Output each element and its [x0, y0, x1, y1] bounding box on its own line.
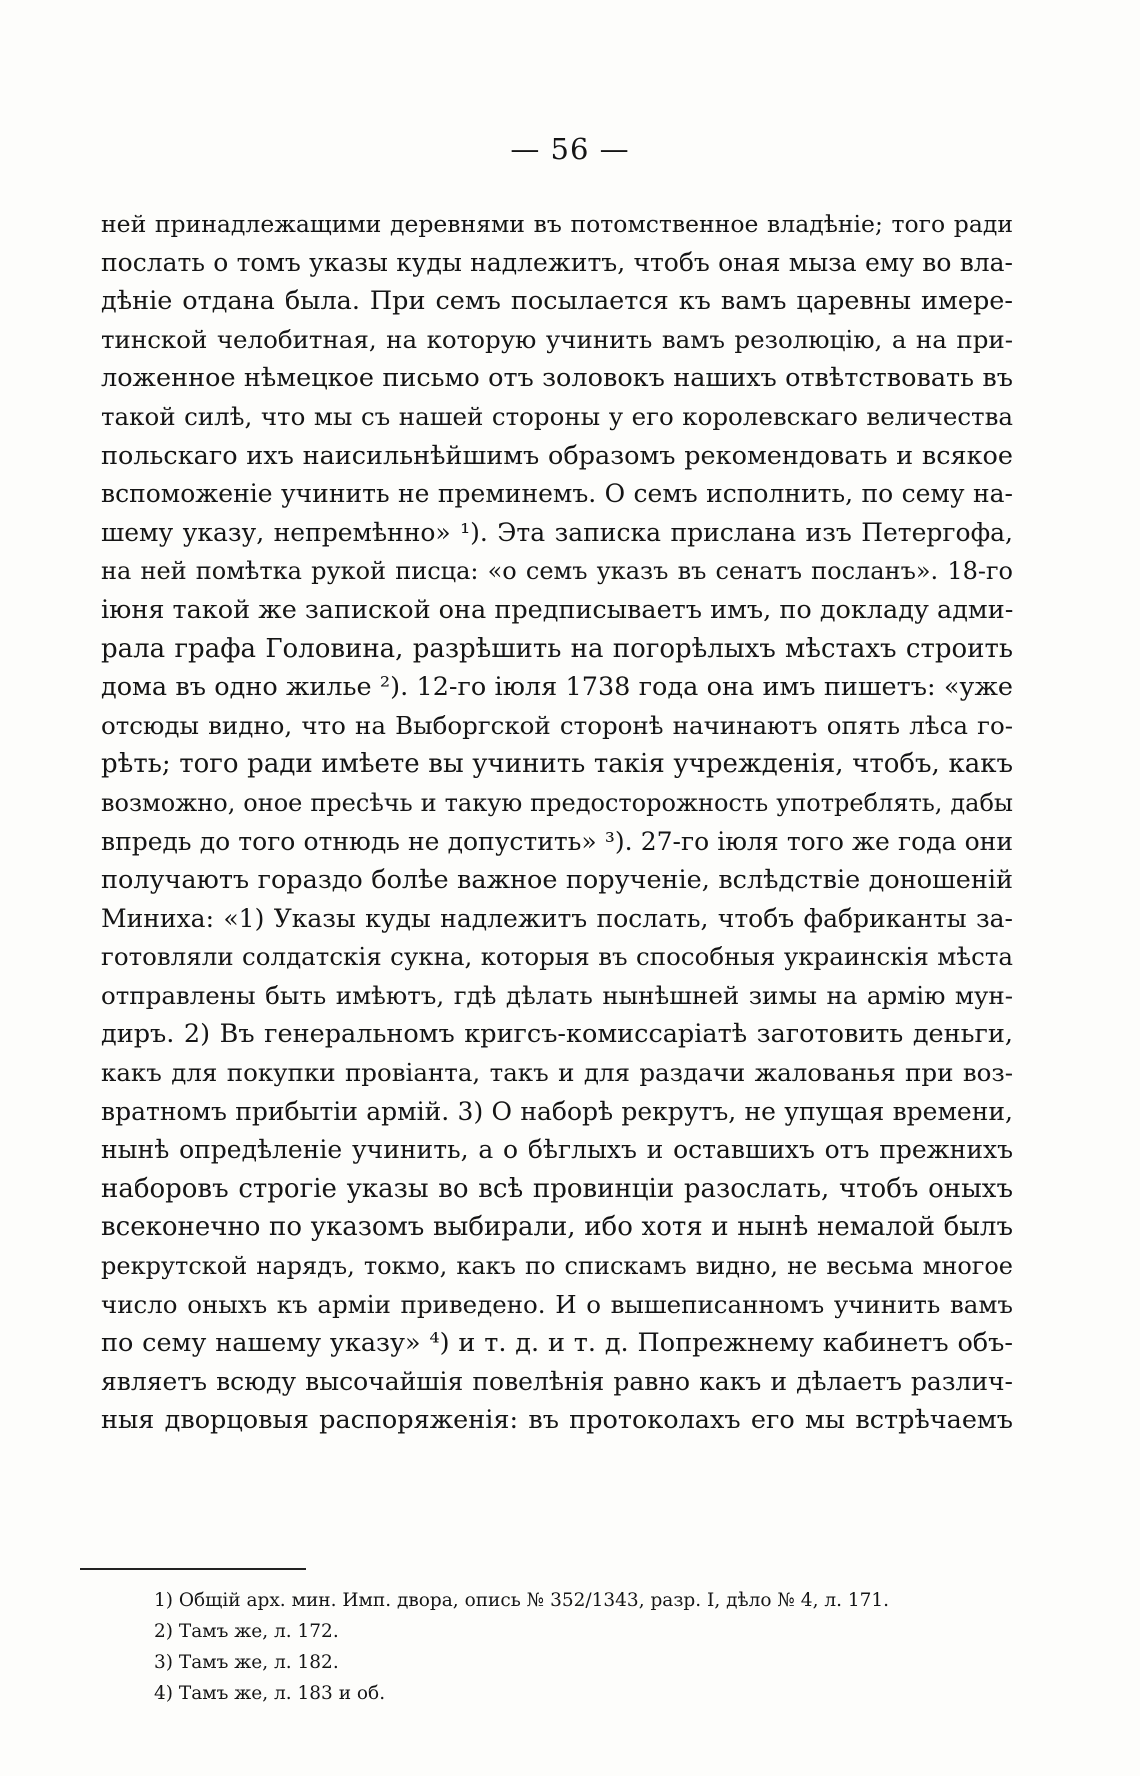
footnotes-block: [154, 1585, 1014, 1709]
text-line: дѣніе отдана была. При семъ посылается къ вамъ царевны имере-: [101, 286, 1013, 317]
text-line: являетъ всюду высочайшія повелѣнія равно какъ и дѣлаетъ различ-: [101, 1366, 1013, 1396]
text-line: отправлены быть имѣютъ, гдѣ дѣлать нынѣшней зимы на армію мун-: [101, 980, 1013, 1010]
text-line: Миниха: «1) Указы куды надлежитъ послать, чтобъ фабриканты за-: [101, 903, 1013, 933]
footnote: 4) Тамъ же, л. 183 и об.: [154, 1683, 386, 1704]
text-line: ныя дворцовыя распоряженія: въ протоколахъ его мы встрѣчаемъ: [101, 1405, 1013, 1436]
text-line: всеконечно по указомъ выбирали, ибо хотя и нынѣ немалой былъ: [101, 1212, 1013, 1243]
text-line: число оныхъ къ арміи приведено. И о вышеписанномъ учинить вамъ: [101, 1289, 1013, 1319]
text-line: рала графа Головина, разрѣшить на погорѣлыхъ мѣстахъ строить: [101, 633, 1013, 664]
text-line: диръ. 2) Въ генеральномъ кригсъ-комиссаріатѣ заготовить деньги,: [101, 1019, 1013, 1050]
text-line: по сему нашему указу» ⁴) и т. д. и т. д. Попрежнему кабинетъ объ-: [101, 1328, 1013, 1359]
text-line: послать о томъ указы куды надлежитъ, чтобъ оная мыза ему во вла-: [101, 247, 1013, 277]
text-line: какъ для покупки провіанта, такъ и для раздачи жалованья при воз-: [101, 1058, 1013, 1088]
text-line: вратномъ прибытіи армій. 3) О наборѣ рекрутъ, не упущая времени,: [101, 1096, 1013, 1126]
text-line: дома въ одно жилье ²). 12-го іюля 1738 года она имъ пишетъ: «уже: [101, 672, 1013, 703]
footnote: 3) Тамъ же, л. 182.: [154, 1652, 339, 1673]
text-line: на ней помѣтка рукой писца: «о семъ указъ въ сенатъ посланъ». 18-го: [101, 557, 1013, 586]
footnote-divider: [80, 1568, 306, 1570]
footnote: 1) Общій арх. мин. Имп. двора, опись № 352/1343, разр. I, дѣло № 4, л. 171.: [154, 1590, 890, 1611]
text-line: вспоможеніе учинить не преминемъ. О семъ исполнить, по сему на-: [101, 479, 1013, 509]
text-line: готовляли солдатскія сукна, которыя въ способныя украинскія мѣста: [101, 942, 1013, 972]
text-line: тинской челобитная, на которую учинить вамъ резолюцію, а на при-: [101, 324, 1013, 354]
text-line: такой силѣ, что мы съ нашей стороны у его королевскаго величества: [101, 401, 1013, 431]
text-line: рекрутской нарядъ, токмо, какъ по спискамъ видно, не весьма многое: [101, 1252, 1013, 1281]
text-line: отсюды видно, что на Выборгской сторонѣ начинаютъ опять лѣса го-: [101, 710, 1013, 740]
text-line: іюня такой же запиской она предписываетъ имъ, по докладу адми-: [101, 594, 1014, 625]
page-number: — 56 —: [510, 132, 630, 166]
text-line: получаютъ гораздо болѣе важное порученіе, вслѣдствіе доношеній: [101, 865, 1013, 896]
text-line: шему указу, непремѣнно» ¹). Эта записка прислана изъ Петергофа,: [101, 517, 1013, 547]
text-line: ложенное нѣмецкое письмо отъ золовокъ нашихъ отвѣтствовать въ: [101, 363, 1013, 394]
text-line: польскаго ихъ наисильнѣйшимъ образомъ рекомендовать и всякое: [101, 440, 1013, 471]
text-line: возможно, оное пресѣчь и такую предосторожность употреблять, дабы: [101, 788, 1013, 817]
footnote: 2) Тамъ же, л. 172.: [154, 1621, 339, 1642]
text-line: впредь до того отнюдь не допустить» ³). 27-го іюля того же года они: [101, 826, 1013, 856]
text-line: наборовъ строгіе указы во всѣ провинціи разослать, чтобъ оныхъ: [101, 1173, 1013, 1204]
main-text-block: [101, 205, 1013, 1440]
text-line: рѣть; того ради имѣете вы учинить такія учрежденія, чтобъ, какъ: [101, 749, 1013, 780]
text-line: нынѣ опредѣленіе учинить, а о бѣглыхъ и оставшихъ отъ прежнихъ: [101, 1135, 1013, 1165]
text-line: ней принадлежащими деревнями въ потомственное владѣніе; того ради: [101, 210, 1013, 238]
